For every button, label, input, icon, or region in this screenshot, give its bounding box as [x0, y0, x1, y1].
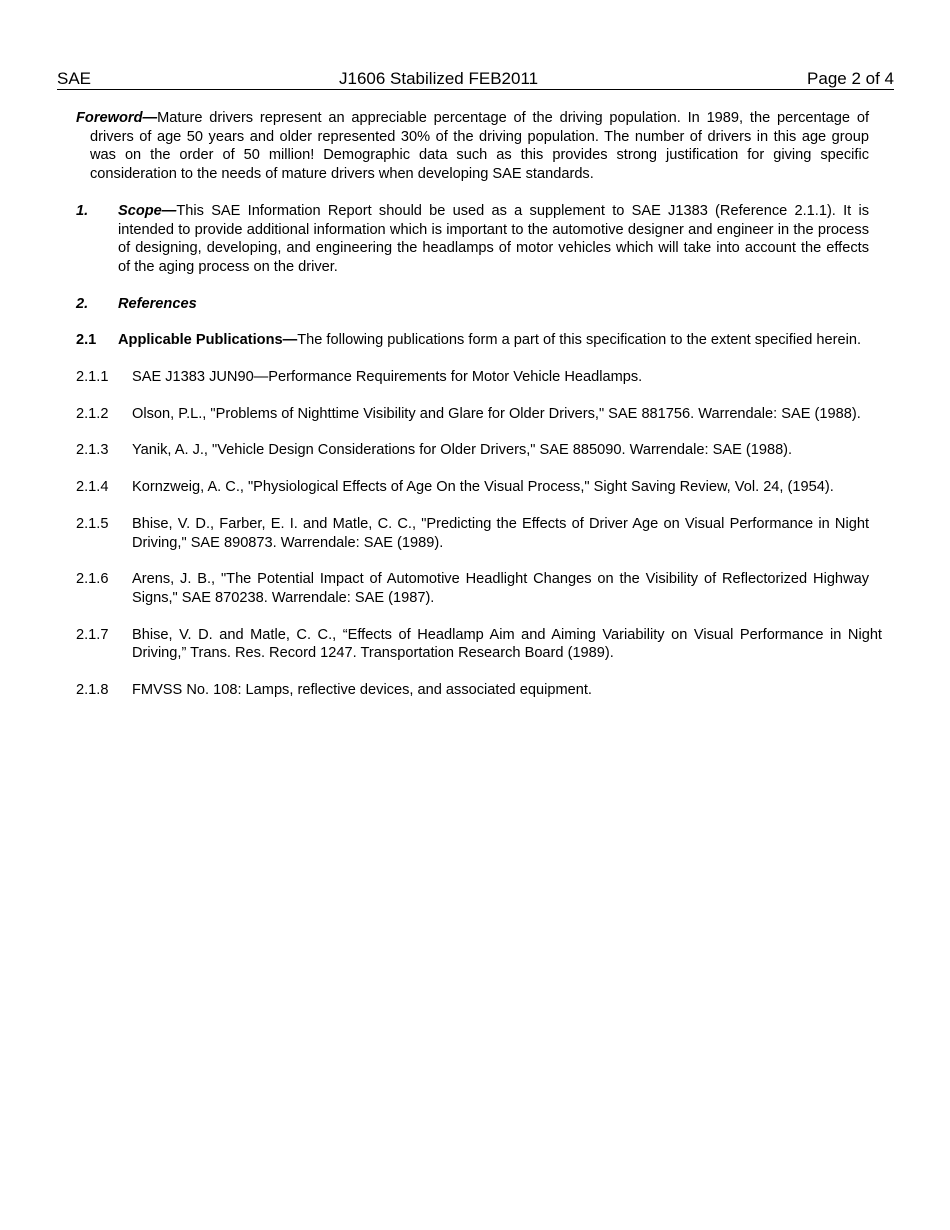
- reference-text: SAE J1383 JUN90—Performance Requirements for Motor Vehicle Headlamps.: [132, 369, 643, 386]
- reference-item: [76, 405, 869, 424]
- reference-item: [76, 570, 869, 607]
- references-heading: References: [118, 295, 197, 312]
- header-page-number: Page 2 of 4: [807, 69, 894, 88]
- reference-text: Yanik, A. J., "Vehicle Design Considerations for Older Drivers," SAE 885090. Warrendale: SAE (1988).: [132, 442, 793, 459]
- reference-text: Bhise, V. D. and Matle, C. C., “Effects of Headlamp Aim and Aiming Variability on Visual Performance in Night Driving,” Trans. Res. Record 1247. Transportation Research Board (1989).: [132, 626, 882, 662]
- reference-number: 2.1.2: [76, 405, 109, 422]
- foreword-text: Mature drivers represent an appreciable percentage of the driving population. In 1989, the percentage of drivers of age 50 years and older represented 30% of the driving population. The number of drivers in this age group was on the order of 50 million! Demographic data such as this provides strong justification for giving specific consideration to the needs of mature drivers when developing SAE standards.: [90, 110, 869, 183]
- applicable-publications-heading: Applicable Publications—: [118, 332, 298, 349]
- reference-item: [76, 368, 869, 387]
- reference-text: Kornzweig, A. C., "Physiological Effects of Age On the Visual Process," Sight Saving Review, Vol. 24, (1954).: [132, 479, 834, 496]
- reference-item: [76, 681, 869, 700]
- foreword-paragraph: [76, 109, 869, 184]
- reference-number: 2.1.5: [76, 515, 109, 532]
- reference-number: 2.1.7: [76, 626, 109, 643]
- scope-text: This SAE Information Report should be used as a supplement to SAE J1383 (Reference 2.1.1). It is intended to provide additional information which is important to the automotive designer and engineer in the process of designing, developing, and engineering the headlamps of motor vehicles which will take into account the effects of the aging process on the driver.: [118, 202, 869, 275]
- header-document-id: J1606 Stabilized FEB2011: [339, 69, 539, 88]
- reference-number: 2.1.1: [76, 369, 109, 386]
- document-body: [76, 109, 882, 700]
- reference-number: 2.1.3: [76, 442, 109, 459]
- scope-number: 1.: [76, 202, 89, 219]
- reference-text: FMVSS No. 108: Lamps, reflective devices, and associated equipment.: [132, 682, 592, 699]
- running-header: [57, 69, 894, 90]
- references-number: 2.: [76, 295, 89, 312]
- reference-text: Olson, P.L., "Problems of Nighttime Visibility and Glare for Older Drivers," SAE 881756. Warrendale: SAE (1988).: [132, 405, 861, 422]
- reference-number: 2.1.8: [76, 682, 109, 699]
- reference-item: [76, 515, 869, 552]
- applicable-publications-text: The following publications form a part of this specification to the extent specified herein.: [297, 332, 862, 349]
- reference-item: [76, 626, 882, 663]
- applicable-publications-number: 2.1: [76, 332, 97, 349]
- foreword-heading: Foreword—: [76, 110, 158, 126]
- applicable-publications-section: [76, 331, 869, 350]
- scope-heading: Scope—: [118, 202, 177, 219]
- reference-number: 2.1.4: [76, 479, 109, 496]
- references-section: [76, 295, 869, 314]
- scope-section: [76, 202, 869, 277]
- reference-number: 2.1.6: [76, 571, 109, 588]
- reference-text: Arens, J. B., "The Potential Impact of Automotive Headlight Changes on the Visibility of Reflectorized Highway Signs," SAE 870238. Warrendale: SAE (1987).: [132, 571, 869, 606]
- reference-item: [76, 441, 869, 460]
- header-org: SAE: [57, 69, 92, 88]
- reference-text: Bhise, V. D., Farber, E. I. and Matle, C. C., "Predicting the Effects of Driver Age on Visual Performance in Night Driving," SAE 890873. Warrendale: SAE (1989).: [132, 515, 869, 551]
- reference-item: [76, 478, 869, 497]
